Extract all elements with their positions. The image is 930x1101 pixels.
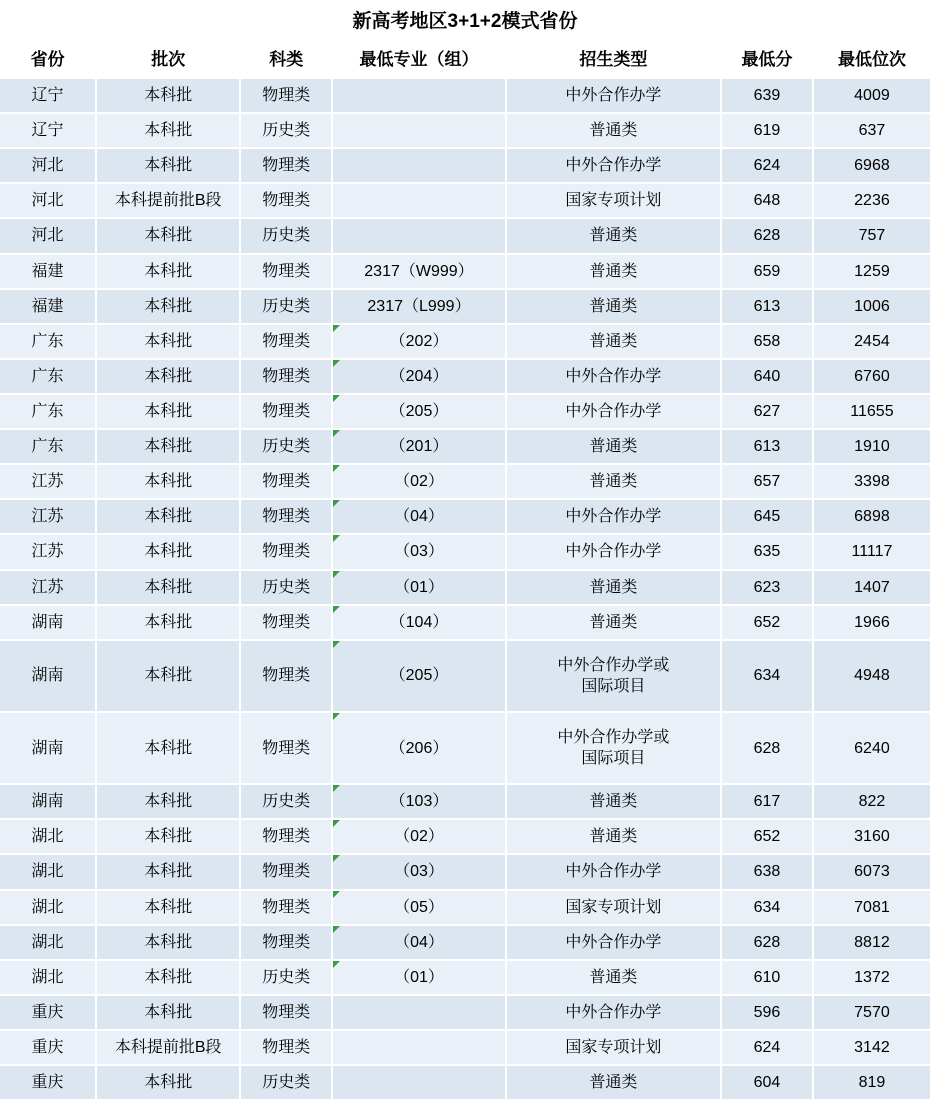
cell-batch: 本科批 xyxy=(96,429,240,464)
cell-major-group xyxy=(332,113,505,148)
cell-batch: 本科批 xyxy=(96,499,240,534)
cell-province: 广东 xyxy=(0,429,96,464)
column-header-province: 省份 xyxy=(0,40,96,78)
cell-enroll-type: 中外合作办学或 国际项目 xyxy=(506,640,721,712)
cell-enroll-type: 国家专项计划 xyxy=(506,890,721,925)
cell-major-group-flagged: （104） xyxy=(332,605,505,640)
table-row xyxy=(0,784,930,819)
table-row xyxy=(0,640,930,712)
cell-province: 江苏 xyxy=(0,499,96,534)
cell-batch: 本科批 xyxy=(96,960,240,995)
cell-subject: 物理类 xyxy=(240,1030,332,1065)
cell-enroll-type: 普通类 xyxy=(506,254,721,289)
cell-min-rank: 8812 xyxy=(813,925,930,960)
cell-province: 湖北 xyxy=(0,960,96,995)
cell-major-group-flagged: （201） xyxy=(332,429,505,464)
table-row xyxy=(0,819,930,854)
cell-subject: 物理类 xyxy=(240,890,332,925)
cell-major-group-flagged: （204） xyxy=(332,359,505,394)
cell-major-group xyxy=(332,148,505,183)
cell-enroll-type: 普通类 xyxy=(506,429,721,464)
cell-enroll-type: 国家专项计划 xyxy=(506,1030,721,1065)
cell-min-score: 635 xyxy=(721,534,813,569)
cell-min-rank: 1910 xyxy=(813,429,930,464)
admission-score-table xyxy=(0,40,930,1101)
cell-batch: 本科批 xyxy=(96,324,240,359)
cell-major-group-flagged: （02） xyxy=(332,464,505,499)
table-row xyxy=(0,960,930,995)
cell-major-group: 2317（L999） xyxy=(332,289,505,324)
cell-province: 江苏 xyxy=(0,464,96,499)
cell-enroll-type: 中外合作办学 xyxy=(506,925,721,960)
cell-min-score: 604 xyxy=(721,1065,813,1100)
cell-min-rank: 3142 xyxy=(813,1030,930,1065)
table-row xyxy=(0,570,930,605)
cell-province: 江苏 xyxy=(0,534,96,569)
table-row xyxy=(0,464,930,499)
cell-subject: 历史类 xyxy=(240,784,332,819)
table-row xyxy=(0,1065,930,1100)
cell-min-rank: 1259 xyxy=(813,254,930,289)
cell-province: 河北 xyxy=(0,218,96,253)
cell-subject: 物理类 xyxy=(240,995,332,1030)
cell-min-score: 639 xyxy=(721,78,813,113)
cell-min-rank: 6240 xyxy=(813,712,930,784)
cell-batch: 本科批 xyxy=(96,289,240,324)
cell-province: 湖南 xyxy=(0,712,96,784)
cell-major-group-flagged: （05） xyxy=(332,890,505,925)
cell-subject: 历史类 xyxy=(240,113,332,148)
cell-enroll-type: 普通类 xyxy=(506,960,721,995)
cell-major-group xyxy=(332,183,505,218)
cell-major-group-flagged: （03） xyxy=(332,534,505,569)
cell-min-score: 658 xyxy=(721,324,813,359)
cell-min-score: 613 xyxy=(721,289,813,324)
cell-batch: 本科批 xyxy=(96,995,240,1030)
cell-min-rank: 637 xyxy=(813,113,930,148)
cell-province: 湖北 xyxy=(0,819,96,854)
table-body xyxy=(0,78,930,1100)
cell-batch: 本科提前批B段 xyxy=(96,1030,240,1065)
cell-major-group-flagged: （04） xyxy=(332,499,505,534)
column-header-batch: 批次 xyxy=(96,40,240,78)
cell-province: 湖北 xyxy=(0,854,96,889)
cell-batch: 本科批 xyxy=(96,640,240,712)
cell-province: 河北 xyxy=(0,148,96,183)
cell-province: 湖南 xyxy=(0,605,96,640)
cell-subject: 物理类 xyxy=(240,499,332,534)
cell-enroll-type: 中外合作办学 xyxy=(506,394,721,429)
column-header-min-rank: 最低位次 xyxy=(813,40,930,78)
cell-enroll-type: 普通类 xyxy=(506,218,721,253)
cell-batch: 本科批 xyxy=(96,819,240,854)
cell-enroll-type: 普通类 xyxy=(506,570,721,605)
table-row xyxy=(0,394,930,429)
cell-enroll-type: 普通类 xyxy=(506,324,721,359)
table-row xyxy=(0,925,930,960)
cell-enroll-type: 中外合作办学 xyxy=(506,534,721,569)
column-header-subject: 科类 xyxy=(240,40,332,78)
cell-batch: 本科批 xyxy=(96,570,240,605)
table-row xyxy=(0,359,930,394)
table-row xyxy=(0,218,930,253)
cell-subject: 历史类 xyxy=(240,289,332,324)
table-row xyxy=(0,183,930,218)
cell-enroll-type: 普通类 xyxy=(506,113,721,148)
column-header-min-score: 最低分 xyxy=(721,40,813,78)
cell-province: 广东 xyxy=(0,394,96,429)
cell-batch: 本科批 xyxy=(96,605,240,640)
cell-major-group xyxy=(332,995,505,1030)
cell-subject: 物理类 xyxy=(240,819,332,854)
column-header-major-group: 最低专业（组） xyxy=(332,40,505,78)
cell-enroll-type: 中外合作办学 xyxy=(506,499,721,534)
cell-enroll-type: 普通类 xyxy=(506,464,721,499)
cell-subject: 物理类 xyxy=(240,324,332,359)
table-row xyxy=(0,429,930,464)
cell-enroll-type: 普通类 xyxy=(506,1065,721,1100)
cell-subject: 历史类 xyxy=(240,1065,332,1100)
table-row xyxy=(0,148,930,183)
cell-batch: 本科批 xyxy=(96,78,240,113)
cell-major-group xyxy=(332,1065,505,1100)
cell-min-rank: 3160 xyxy=(813,819,930,854)
cell-min-score: 634 xyxy=(721,890,813,925)
cell-major-group-flagged: （206） xyxy=(332,712,505,784)
cell-enroll-type: 国家专项计划 xyxy=(506,183,721,218)
cell-min-rank: 6073 xyxy=(813,854,930,889)
cell-min-rank: 3398 xyxy=(813,464,930,499)
cell-min-rank: 6968 xyxy=(813,148,930,183)
table-row xyxy=(0,712,930,784)
cell-major-group-flagged: （01） xyxy=(332,570,505,605)
table-row xyxy=(0,1030,930,1065)
cell-subject: 物理类 xyxy=(240,148,332,183)
cell-batch: 本科批 xyxy=(96,148,240,183)
cell-subject: 物理类 xyxy=(240,854,332,889)
cell-min-rank: 11655 xyxy=(813,394,930,429)
cell-subject: 物理类 xyxy=(240,359,332,394)
cell-province: 湖南 xyxy=(0,784,96,819)
cell-batch: 本科批 xyxy=(96,854,240,889)
cell-major-group: 2317（W999） xyxy=(332,254,505,289)
cell-province: 湖北 xyxy=(0,925,96,960)
table-header-row xyxy=(0,40,930,78)
cell-min-rank: 819 xyxy=(813,1065,930,1100)
table-row xyxy=(0,534,930,569)
cell-subject: 物理类 xyxy=(240,534,332,569)
cell-subject: 物理类 xyxy=(240,925,332,960)
table-row xyxy=(0,113,930,148)
cell-province: 福建 xyxy=(0,254,96,289)
cell-min-score: 613 xyxy=(721,429,813,464)
table-row xyxy=(0,605,930,640)
cell-subject: 物理类 xyxy=(240,464,332,499)
cell-batch: 本科批 xyxy=(96,534,240,569)
table-row xyxy=(0,890,930,925)
cell-province: 福建 xyxy=(0,289,96,324)
cell-enroll-type: 普通类 xyxy=(506,819,721,854)
cell-province: 重庆 xyxy=(0,1065,96,1100)
cell-major-group-flagged: （205） xyxy=(332,394,505,429)
cell-min-score: 628 xyxy=(721,712,813,784)
cell-major-group xyxy=(332,218,505,253)
cell-enroll-type: 中外合作办学 xyxy=(506,854,721,889)
cell-batch: 本科批 xyxy=(96,218,240,253)
cell-min-score: 634 xyxy=(721,640,813,712)
cell-min-rank: 7570 xyxy=(813,995,930,1030)
cell-min-score: 657 xyxy=(721,464,813,499)
cell-min-score: 596 xyxy=(721,995,813,1030)
cell-batch: 本科批 xyxy=(96,359,240,394)
cell-subject: 历史类 xyxy=(240,570,332,605)
cell-batch: 本科批 xyxy=(96,784,240,819)
cell-province: 江苏 xyxy=(0,570,96,605)
cell-batch: 本科批 xyxy=(96,113,240,148)
cell-min-rank: 6898 xyxy=(813,499,930,534)
cell-major-group-flagged: （205） xyxy=(332,640,505,712)
cell-min-rank: 2454 xyxy=(813,324,930,359)
table-row xyxy=(0,499,930,534)
cell-min-rank: 2236 xyxy=(813,183,930,218)
cell-major-group xyxy=(332,1030,505,1065)
cell-enroll-type: 中外合作办学 xyxy=(506,148,721,183)
cell-min-score: 638 xyxy=(721,854,813,889)
cell-min-rank: 4948 xyxy=(813,640,930,712)
table-row xyxy=(0,995,930,1030)
cell-subject: 物理类 xyxy=(240,78,332,113)
cell-major-group-flagged: （01） xyxy=(332,960,505,995)
cell-batch: 本科批 xyxy=(96,925,240,960)
cell-enroll-type: 中外合作办学 xyxy=(506,78,721,113)
cell-min-score: 624 xyxy=(721,1030,813,1065)
cell-subject: 物理类 xyxy=(240,183,332,218)
cell-min-score: 640 xyxy=(721,359,813,394)
cell-subject: 历史类 xyxy=(240,429,332,464)
cell-enroll-type: 中外合作办学或 国际项目 xyxy=(506,712,721,784)
cell-enroll-type: 中外合作办学 xyxy=(506,995,721,1030)
cell-min-score: 624 xyxy=(721,148,813,183)
column-header-enroll-type: 招生类型 xyxy=(506,40,721,78)
cell-min-score: 617 xyxy=(721,784,813,819)
cell-province: 辽宁 xyxy=(0,113,96,148)
cell-min-score: 619 xyxy=(721,113,813,148)
cell-province: 辽宁 xyxy=(0,78,96,113)
cell-min-score: 628 xyxy=(721,925,813,960)
cell-min-rank: 822 xyxy=(813,784,930,819)
table-row xyxy=(0,254,930,289)
cell-subject: 历史类 xyxy=(240,960,332,995)
cell-min-rank: 1006 xyxy=(813,289,930,324)
cell-min-score: 627 xyxy=(721,394,813,429)
cell-major-group-flagged: （202） xyxy=(332,324,505,359)
cell-min-score: 628 xyxy=(721,218,813,253)
cell-subject: 物理类 xyxy=(240,254,332,289)
cell-min-score: 645 xyxy=(721,499,813,534)
cell-min-score: 659 xyxy=(721,254,813,289)
cell-batch: 本科批 xyxy=(96,890,240,925)
cell-major-group-flagged: （103） xyxy=(332,784,505,819)
cell-subject: 历史类 xyxy=(240,218,332,253)
cell-batch: 本科批 xyxy=(96,464,240,499)
cell-subject: 物理类 xyxy=(240,605,332,640)
cell-batch: 本科批 xyxy=(96,394,240,429)
cell-subject: 物理类 xyxy=(240,712,332,784)
cell-enroll-type: 普通类 xyxy=(506,289,721,324)
table-row xyxy=(0,289,930,324)
cell-min-rank: 757 xyxy=(813,218,930,253)
cell-min-rank: 1407 xyxy=(813,570,930,605)
cell-province: 广东 xyxy=(0,359,96,394)
cell-major-group-flagged: （03） xyxy=(332,854,505,889)
table-row xyxy=(0,78,930,113)
page-title: 新高考地区3+1+2模式省份 xyxy=(352,11,578,32)
cell-subject: 物理类 xyxy=(240,394,332,429)
cell-min-score: 648 xyxy=(721,183,813,218)
cell-major-group-flagged: （02） xyxy=(332,819,505,854)
cell-min-score: 623 xyxy=(721,570,813,605)
table-row xyxy=(0,324,930,359)
cell-enroll-type: 中外合作办学 xyxy=(506,359,721,394)
table-row xyxy=(0,854,930,889)
cell-subject: 物理类 xyxy=(240,640,332,712)
cell-major-group xyxy=(332,78,505,113)
cell-min-rank: 7081 xyxy=(813,890,930,925)
cell-province: 湖北 xyxy=(0,890,96,925)
cell-min-rank: 6760 xyxy=(813,359,930,394)
cell-min-score: 652 xyxy=(721,819,813,854)
cell-min-score: 652 xyxy=(721,605,813,640)
cell-province: 重庆 xyxy=(0,995,96,1030)
cell-min-rank: 1372 xyxy=(813,960,930,995)
cell-major-group-flagged: （04） xyxy=(332,925,505,960)
cell-batch: 本科批 xyxy=(96,712,240,784)
cell-batch: 本科提前批B段 xyxy=(96,183,240,218)
cell-enroll-type: 普通类 xyxy=(506,605,721,640)
cell-batch: 本科批 xyxy=(96,254,240,289)
cell-batch: 本科批 xyxy=(96,1065,240,1100)
cell-min-rank: 11117 xyxy=(813,534,930,569)
cell-province: 河北 xyxy=(0,183,96,218)
cell-province: 广东 xyxy=(0,324,96,359)
cell-min-rank: 4009 xyxy=(813,78,930,113)
cell-min-score: 610 xyxy=(721,960,813,995)
cell-province: 重庆 xyxy=(0,1030,96,1065)
cell-province: 湖南 xyxy=(0,640,96,712)
cell-min-rank: 1966 xyxy=(813,605,930,640)
cell-enroll-type: 普通类 xyxy=(506,784,721,819)
